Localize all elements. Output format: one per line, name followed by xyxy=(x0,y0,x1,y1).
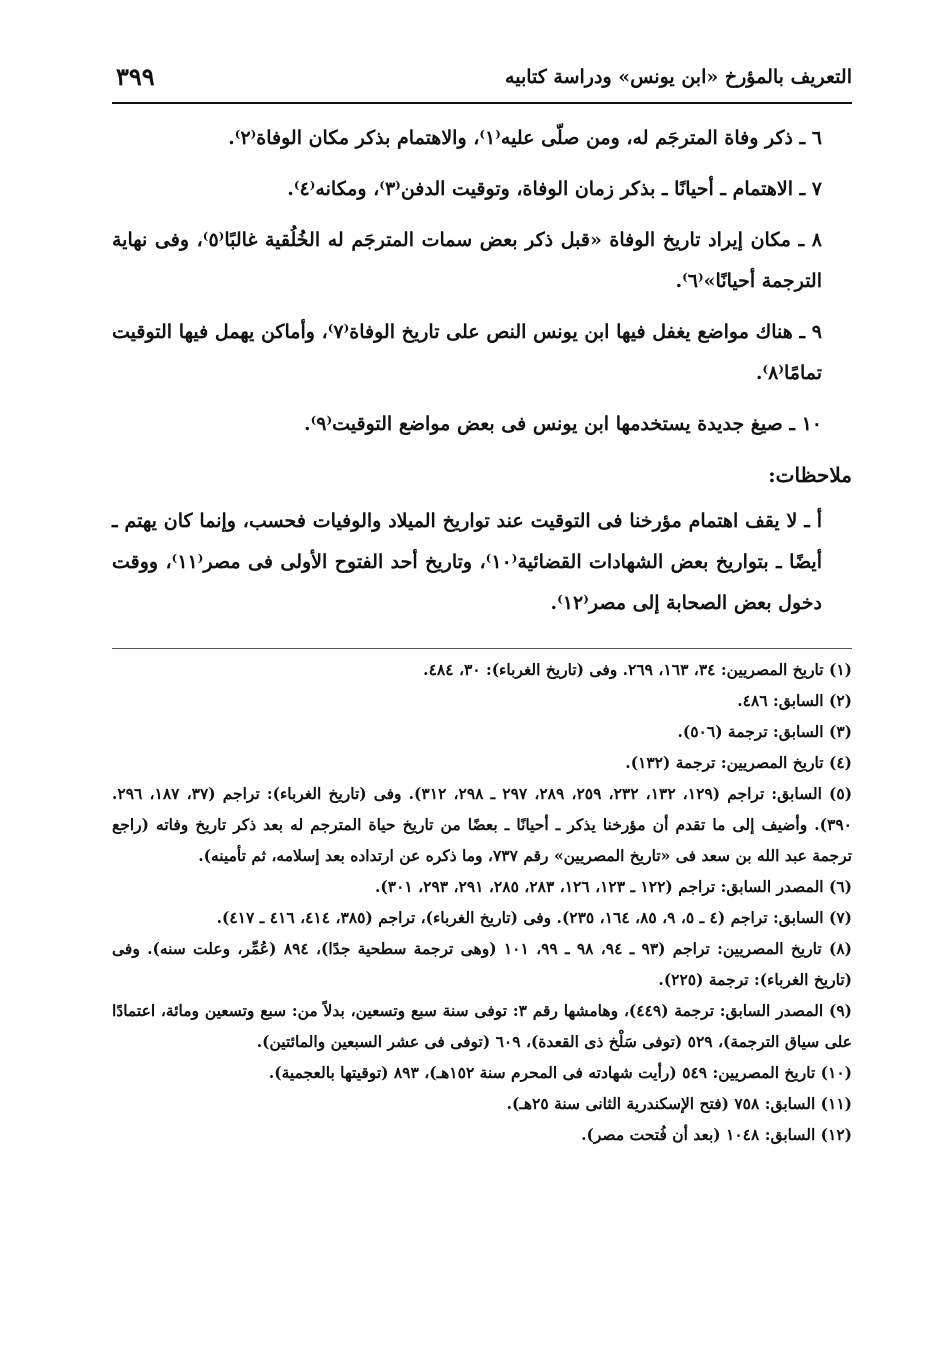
footnote-1: (١) تاريخ المصريين: ٣٤، ١٦٣، ٢٦٩. وفى (تاريخ الغرباء): ٣٠، ٤٨٤. xyxy=(423,660,852,679)
footnote-6: (٦) المصدر السابق: تراجم (١٢٢ ـ ١٢٣، ١٢٦، ٢٨٣، ٢٨٥، ٢٩١، ٢٩٣، ٣٠١). xyxy=(375,877,852,896)
page-number: ٣٩٩ xyxy=(116,62,155,91)
notes-heading: ملاحظات: xyxy=(768,463,852,487)
list-item-10: ١٠ ـ صيغ جديدة يستخدمها ابن يونس فى بعض مواضع التوقيت⁽٩⁾. xyxy=(303,413,822,435)
list-item-8: ٨ ـ مكان إيراد تاريخ الوفاة «قبل ذكر بعض سمات المترجَم له الخُلُقية غالبًا⁽٥⁾، وفى نهاية الترجمة أحيانًا»⁽٦⁾. xyxy=(112,229,823,292)
footnote-11: (١١) السابق: ٧٥٨ (فتح الإسكندرية الثانى سنة ٢٥هـ). xyxy=(506,1094,852,1113)
running-title: التعريف بالمؤرخ «ابن يونس» ودراسة كتابيه xyxy=(505,66,852,88)
footnote-8: (٨) تاريخ المصريين: تراجم (٩٣ ـ ٩٤، ٩٨ ـ ٩٩، ١٠١ (وهى ترجمة سطحية جدًا)، ٨٩٤ (عُمِّر، وعلت سنه). وفى (تاريخ الغرباء): ترجمة (٢٢٥). xyxy=(112,939,852,989)
footnote-9: (٩) المصدر السابق: ترجمة (٤٤٩)، وهامشها رقم ٣: توفى سنة سبع وتسعين، بدلاً من: سبع وتسعين ومائة، اعتمادًا على سياق الترجمة)، ٥٢٩ (توفى سَلْخ ذى القعدة)، ٦٠٩ (توفى فى عشر السبعين والمائتين). xyxy=(112,1001,852,1051)
footnotes xyxy=(112,654,852,1150)
page-header xyxy=(112,60,852,100)
footnote-3: (٣) السابق: ترجمة (٥٠٦). xyxy=(677,722,852,741)
footnote-12: (١٢) السابق: ١٠٤٨ (بعد أن فُتحت مصر). xyxy=(581,1125,852,1144)
list-item-7: ٧ ـ الاهتمام ـ أحيانًا ـ بذكر زمان الوفاة، وتوقيت الدفن⁽٣⁾، ومكانه⁽٤⁾. xyxy=(287,178,822,200)
footnote-10: (١٠) تاريخ المصريين: ٥٤٩ (رأيت شهادته فى المحرم سنة ١٥٢هـ)، ٨٩٣ (توقيتها بالعجمية). xyxy=(268,1063,852,1082)
header-rule xyxy=(112,102,852,104)
main-text xyxy=(112,118,852,634)
footnote-divider xyxy=(112,648,852,649)
footnote-7: (٧) السابق: تراجم (٤ ـ ٥، ٩، ٨٥، ١٦٤، ٢٣٥). وفى (تاريخ الغرباء)، تراجم (٣٨٥، ٤١٤، ٤١٦ ـ ٤١٧). xyxy=(216,908,852,927)
list-item-9: ٩ ـ هناك مواضع يغفل فيها ابن يونس النص على تاريخ الوفاة⁽٧⁾، وأماكن يهمل فيها التوقيت تمامًا⁽٨⁾. xyxy=(112,321,822,384)
footnote-4: (٤) تاريخ المصريين: ترجمة (١٣٢). xyxy=(625,753,852,772)
footnote-5: (٥) السابق: تراجم (١٢٩، ١٣٢، ٢٣٢، ٢٥٩، ٢٨٩، ٢٩٧ ـ ٢٩٨، ٣١٢). وفى (تاريخ الغرباء): تراجم (٣٧، ١٨٧، ٢٩٦. ٣٩٠). وأضيف إلى ما تقدم أن مؤرخنا يذكر ـ أحيانًا ـ بعضًا من تاريخ حياة المترجم له بعد ذكر تاريخ وفاته (راجع ترجمة عبد الله بن سعد فى «تاريخ المصريين» رقم ٧٣٧، وما ذكره عن ارتداده بعد إسلامه، ثم تأمينه). xyxy=(112,784,853,865)
footnote-2: (٢) السابق: ٤٨٦. xyxy=(737,691,852,710)
note-a: أ ـ لا يقف اهتمام مؤرخنا فى التوقيت عند تواريخ الميلاد والوفيات فحسب، وإنما كان يهتم ـ أيضًا ـ بتواريخ بعض الشهادات القضائية⁽١٠⁾، وتاريخ أحد الفتوح الأولى فى مصر⁽١١⁾، ووقت دخول بعض الصحابة إلى مصر⁽١٢⁾. xyxy=(112,510,822,614)
list-item-6: ٦ ـ ذكر وفاة المترجَم له، ومن صلّى عليه⁽١⁾، والاهتمام بذكر مكان الوفاة⁽٢⁾. xyxy=(228,127,822,149)
